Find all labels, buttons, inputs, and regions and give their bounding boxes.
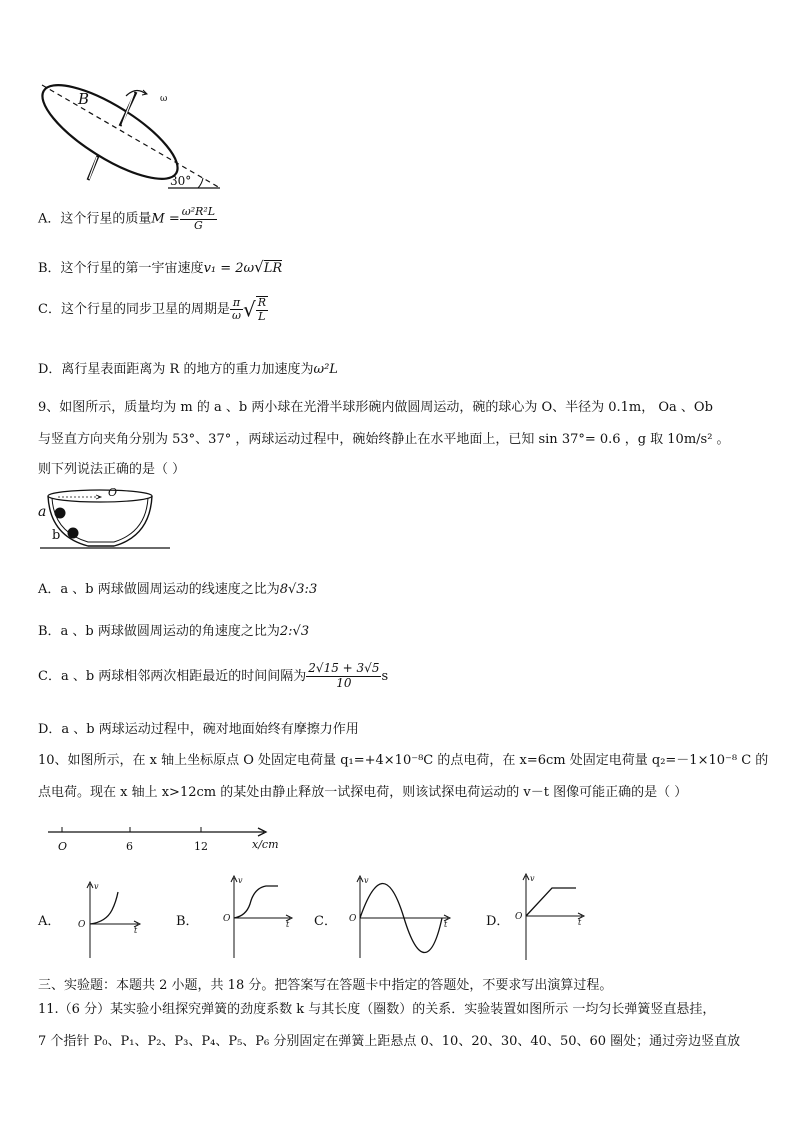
axis-label-o: O — [58, 840, 68, 853]
q8-a-frac — [180, 206, 217, 232]
graph-c-t: t — [444, 920, 448, 929]
graph-a-t: t — [134, 926, 138, 935]
q10-graph-b — [220, 874, 300, 960]
graph-a-o: O — [78, 920, 86, 930]
axis-label-6: 6 — [126, 840, 133, 853]
x-axis-svg — [44, 822, 284, 858]
q10-option-c-label: C． — [314, 914, 337, 929]
q9-c-num: 2√15 + 3√5 — [308, 661, 380, 675]
q8-c-den: ω — [231, 309, 241, 323]
q8-a-lhs: M = — [151, 211, 180, 227]
graph-d-t: t — [578, 918, 582, 927]
q8-c-num: π — [230, 297, 243, 311]
graph-d-svg — [514, 872, 594, 962]
graph-c-svg — [346, 874, 456, 960]
graph-c-v: v — [364, 876, 369, 885]
graph-a-v: v — [94, 882, 99, 891]
bowl-label-o: O — [108, 486, 118, 499]
q10-graph-d — [514, 872, 594, 962]
q9-b-expr: 2:√3 — [279, 624, 310, 639]
graph-d-o: O — [515, 912, 523, 922]
q8-a-num: ω²R²L — [181, 205, 216, 218]
q8-option-b — [38, 257, 282, 276]
q8-c-text: C．这个行星的同步卫星的周期是 — [38, 302, 230, 318]
axis-label-12: 12 — [194, 840, 208, 853]
q11-line-1: 11.（6 分）某实验小组探究弹簧的劲度系数 k 与其长度（圈数）的关系．实验装置如图所示 一均匀长弹簧竖直悬挂， — [38, 1002, 716, 1017]
q8-d-expr: ω²L — [313, 362, 338, 377]
disk-label-omega: ω — [160, 94, 168, 104]
q8-option-a — [38, 206, 217, 232]
disk-label-b: B — [78, 90, 90, 108]
q8-c-sqrt-icon: √ — [242, 297, 256, 322]
q10-line-2: 点电荷。现在 x 轴上 x>12cm 的某处由静止释放一试探电荷，则该试探电荷运动的 v－t 图像可能正确的是（ ） — [38, 785, 688, 800]
q8-b-expr: v₁ = 2ω — [203, 261, 255, 276]
q8-option-c — [38, 296, 268, 323]
q9-line-2: 与竖直方向夹角分别为 53°、37° ，两球运动过程中，碗始终静止在水平地面上，已知 sin 37°= 0.6 ，g 取 10m/s² 。 — [38, 432, 730, 447]
q9-c-unit: s — [381, 668, 389, 684]
q9-line-3: 则下列说法正确的是（ ） — [38, 462, 186, 477]
graph-b-svg — [220, 874, 300, 960]
q8-c-rden: L — [258, 309, 266, 323]
q9-option-c — [38, 662, 388, 691]
q8-b-text: B．这个行星的第一宇宙速度 — [38, 261, 204, 276]
section-3-heading: 三、实验题：本题共 2 小题，共 18 分。把答案写在答题卡中指定的答题处，不要求写出演算过程。 — [38, 978, 613, 993]
q8-c-frac — [230, 297, 243, 323]
q8-c-rad-frac — [256, 296, 268, 323]
q8-c-rnum: R — [257, 296, 266, 309]
q9-a-text: A．a 、b 两球做圆周运动的线速度之比为 — [38, 582, 280, 597]
q8-option-d — [38, 358, 338, 377]
q9-option-b — [38, 620, 309, 639]
q10-graph-c — [346, 874, 456, 960]
q8-a-den: G — [194, 218, 203, 232]
q10-line-1: 10、如图所示，在 x 轴上坐标原点 O 处固定电荷量 q₁=+4×10⁻⁸C 的点电荷，在 x=6cm 处固定电荷量 q₂=－1×10⁻⁸ C 的 — [38, 753, 769, 768]
q9-a-expr: 8√3:3 — [279, 582, 318, 597]
q10-option-d-label: D． — [486, 914, 510, 929]
graph-d-v: v — [530, 874, 535, 883]
q10-graph-a — [74, 880, 144, 960]
graph-c-o: O — [349, 914, 357, 924]
q9-b-text: B．a 、b 两球做圆周运动的角速度之比为 — [38, 624, 280, 639]
axis-label-unit: x/cm — [252, 838, 279, 851]
bowl-label-b: b — [52, 528, 61, 543]
q8-b-radicand: LR — [263, 261, 283, 276]
disk-figure — [38, 80, 238, 195]
q9-c-text: C．a 、b 两球相邻两次相距最近的时间间隔为 — [38, 668, 307, 684]
q8-b-sqrt-icon: √ — [254, 258, 264, 276]
q9-c-frac — [306, 662, 381, 691]
bowl-figure — [38, 484, 178, 554]
q9-c-den: 10 — [336, 675, 352, 690]
disk-label-angle: 30° — [170, 174, 192, 188]
q9-line-1: 9、如图所示，质量均为 m 的 a 、b 两小球在光滑半球形碗内做圆周运动，碗的球心为 O、半径为 0.1m， Oa 、Ob — [38, 400, 713, 415]
q9-option-a — [38, 578, 317, 597]
disk-figure-svg — [38, 80, 238, 195]
bowl-label-a: a — [38, 504, 47, 520]
q8-d-text: D．离行星表面距离为 R 的地方的重力加速度为 — [38, 362, 314, 377]
q10-option-a-label: A． — [38, 914, 61, 929]
q10-option-b-label: B． — [176, 914, 199, 929]
q9-option-d: D．a 、b 两球运动过程中，碗对地面始终有摩擦力作用 — [38, 722, 359, 737]
graph-b-v: v — [238, 876, 243, 885]
graph-b-t: t — [286, 920, 290, 929]
graph-b-o: O — [223, 914, 231, 924]
q8-a-text: A．这个行星的质量 — [38, 211, 152, 227]
x-axis-figure — [44, 822, 284, 858]
q11-line-2: 7 个指针 P₀、P₁、P₂、P₃、P₄、P₅、P₆ 分别固定在弹簧上距悬点 0、10、20、30、40、50、60 圈处；通过旁边竖直放 — [38, 1034, 741, 1049]
